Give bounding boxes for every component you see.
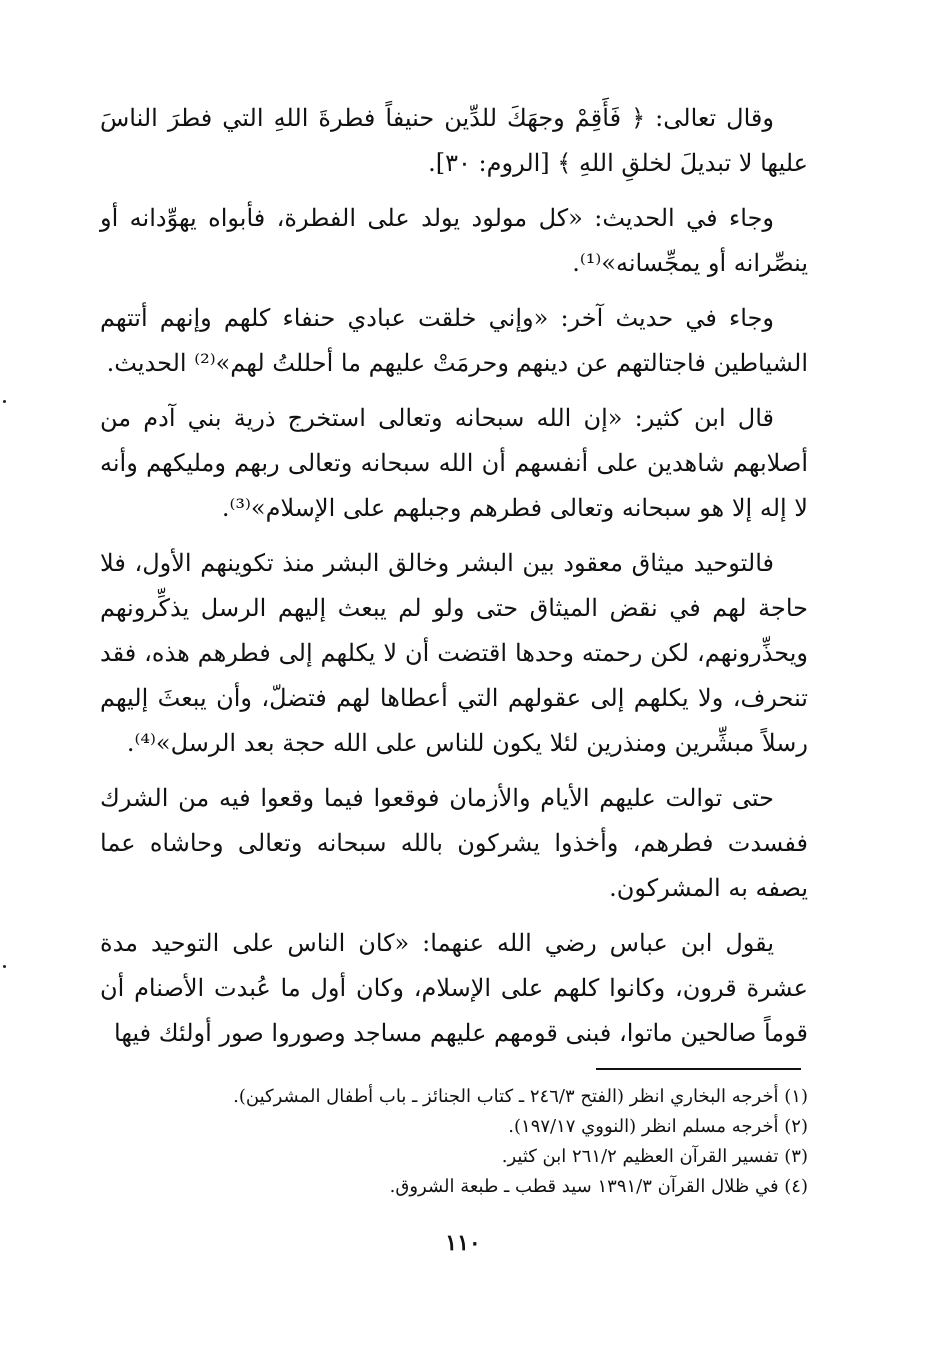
paragraph-hadith-fitra: وجاء في الحديث: «كل مولود يولد على الفطرة، فأبواه يهوِّدانه أو ينصِّرانه أو يمجِّسانه»⁽¹⁾. — [100, 204, 808, 277]
page-number: ١١٠ — [445, 1230, 481, 1256]
paragraph-ibn-abbas: يقول ابن عباس رضي الله عنهما: «كان الناس على التوحيد مدة عشرة قرون، وكانوا كلهم على الإسلام، وكان أول ما عُبدت الأصنام أن قوماً صالحين ماتوا، فبنى قومهم عليهم مساجد وصوروا صور أولئك فيها — [100, 929, 808, 1047]
footnote-divider — [596, 1068, 801, 1070]
scan-mark — [3, 400, 6, 403]
footnote-1: (١) أخرجه البخاري انظر (الفتح ٢٤٦/٣ ـ كتاب الجنائز ـ باب أطفال المشركين). — [233, 1086, 808, 1107]
paragraph-quran-verse: وقال تعالى: ﴿ فَأَقِمْ وجهَكَ للدِّين حنيفاً فطرةَ اللهِ التي فطرَ الناسَ عليها لا تبديلَ لخلقِ اللهِ ﴾ [الروم: ٣٠]. — [100, 104, 808, 177]
paragraph-tawhid-covenant: فالتوحيد ميثاق معقود بين البشر وخالق البشر منذ تكوينهم الأول، فلا حاجة لهم في نقض الميثاق حتى ولو لم يبعث إليهم الرسل يذكِّرونهم ويحذِّرونهم، لكن رحمته وحدها اقتضت أن لا يكلهم إلى فطرهم هذه، فقد تنحرف، ولا يكلهم إلى عقولهم التي أعطاها لهم فتضلّ، وأن يبعثَ إليهم رسلاً مبشِّرين ومنذرين لئلا يكون للناس على الله حجة بعد الرسل»⁽⁴⁾. — [100, 549, 808, 757]
footnotes — [100, 1082, 808, 1202]
paragraph-hadith-hunafa: وجاء في حديث آخر: «وإني خلقت عبادي حنفاء كلهم وإنهم أتتهم الشياطين فاجتالتهم عن دينهم وحرمَتْ عليهم ما أحللتُ لهم»⁽²⁾ الحديث. — [100, 304, 808, 377]
scan-mark — [3, 965, 6, 968]
footnote-2: (٢) أخرجه مسلم انظر (النووي ١٩٧/١٧). — [508, 1116, 808, 1137]
paragraph-shirk: حتى توالت عليهم الأيام والأزمان فوقعوا فيما وقعوا فيه من الشرك ففسدت فطرهم، وأخذوا يشركون بالله سبحانه وتعالى وحاشاه عما يصفه به المشركون. — [100, 784, 808, 902]
footnote-3: (٣) تفسير القرآن العظيم ٢٦١/٢ ابن كثير. — [501, 1146, 808, 1167]
paragraph-ibn-kathir: قال ابن كثير: «إن الله سبحانه وتعالى استخرج ذرية بني آدم من أصلابهم شاهدين على أنفسهم أن الله سبحانه وتعالى ربهم ومليكهم وأنه لا إله إلا هو سبحانه وتعالى فطرهم وجبلهم على الإسلام»⁽³⁾. — [100, 404, 808, 522]
footnote-4: (٤) في ظلال القرآن ١٣٩١/٣ سيد قطب ـ طبعة الشروق. — [389, 1176, 808, 1197]
main-text — [100, 96, 808, 1056]
